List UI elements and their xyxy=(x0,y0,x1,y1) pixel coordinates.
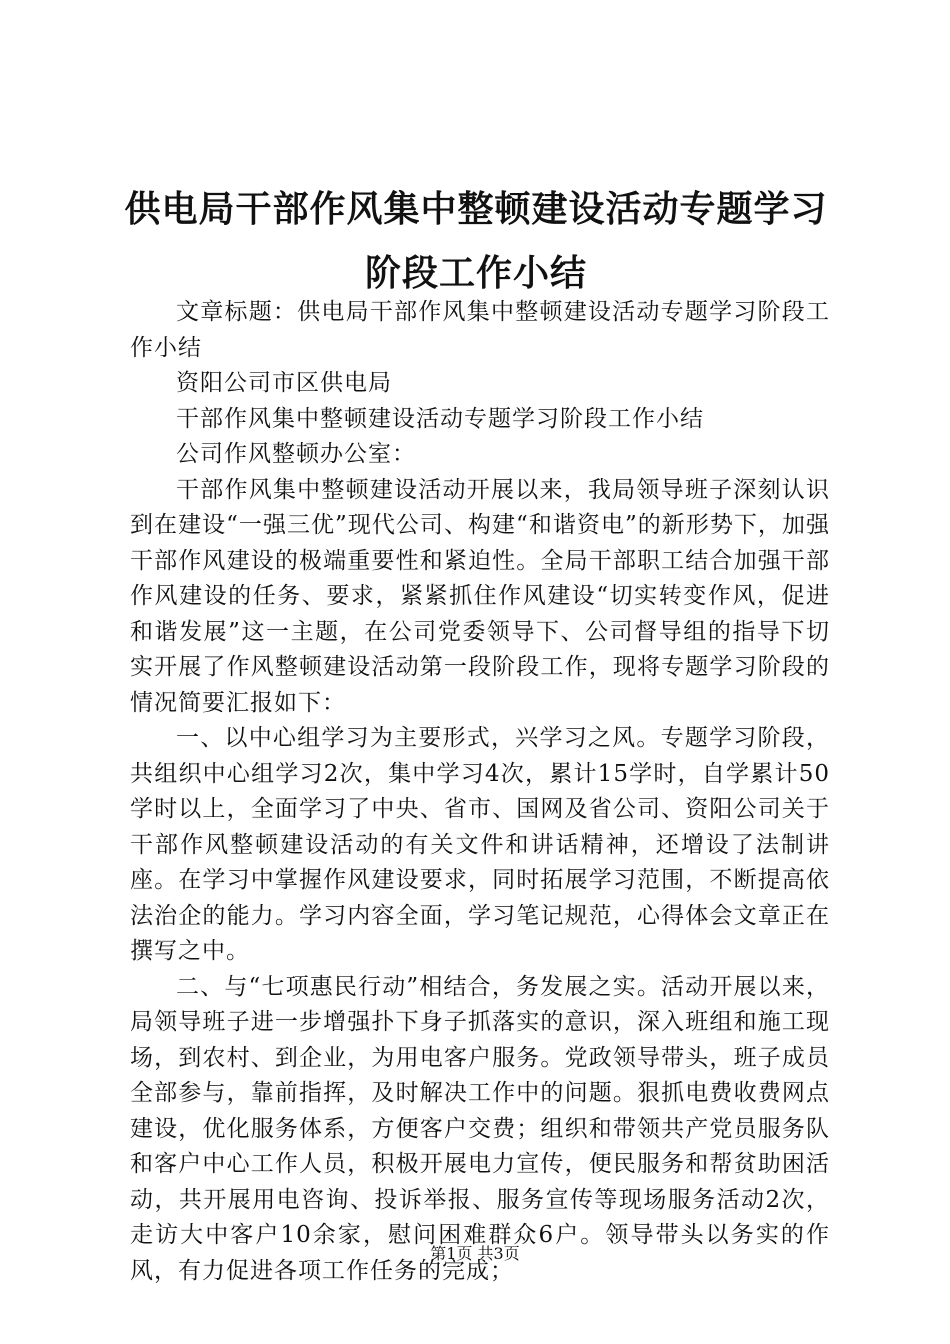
document-body xyxy=(130,295,830,1289)
addressee-line: 公司作风整顿办公室： xyxy=(176,441,416,467)
section-two-paragraph: 二、与“七项惠民行动”相结合，务发展之实。活动开展以来，局领导班子进一步增强扑下身子抓落实的意识，深入班组和施工现场，到农村、到企业，为用电客户服务。党政领导带头，班子成员全部参与，靠前指挥，及时解决工作中的问题。狠抓电费收费网点建设，优化服务体系，方便客户交费；组织和带领共产党员服务队和客户中心工作人员，积极开展电力宣传，便民服务和帮贫助困活动，共开展用电咨询、投诉举报、服务宣传等现场服务活动2次，走访大中客户10余家，慰问困难群众6户。领导带头以务实的作风，有力促进各项工作任务的完成； xyxy=(130,973,830,1284)
organization-line: 资阳公司市区供电局 xyxy=(176,370,392,396)
document-title: 供电局干部作风集中整顿建设活动专题学习阶段工作小结 xyxy=(124,189,828,294)
page-footer: 第1页 共3页 xyxy=(430,1244,520,1263)
intro-paragraph: 干部作风集中整顿建设活动开展以来，我局领导班子深刻认识到在建设“一强三优”现代公司、构建“和谐资电”的新形势下，加强干部作风建设的极端重要性和紧迫性。全局干部职工结合加强干部作风建设的任务、要求，紧紧抓住作风建设“切实转变作风，促进和谐发展”这一主题，在公司党委领导下、公司督导组的指导下切实开展了作风整顿建设活动第一段阶段工作，现将专题学习阶段的情况简要汇报如下： xyxy=(130,476,830,716)
section-one-paragraph: 一、以中心组学习为主要形式，兴学习之风。专题学习阶段，共组织中心组学习2次，集中学习4次，累计15学时，自学累计50学时以上，全面学习了中央、省市、国网及省公司、资阳公司关于干部作风整顿建设活动的有关文件和讲话精神，还增设了法制讲座。在学习中掌握作风建设要求，同时拓展学习范围，不断提高依法治企的能力。学习内容全面，学习笔记规范，心得体会文章正在撰写之中。 xyxy=(130,725,830,964)
article-title-line: 文章标题：供电局干部作风集中整顿建设活动专题学习阶段工作小结 xyxy=(130,299,830,361)
report-subject-line: 干部作风集中整顿建设活动专题学习阶段工作小结 xyxy=(176,405,704,432)
